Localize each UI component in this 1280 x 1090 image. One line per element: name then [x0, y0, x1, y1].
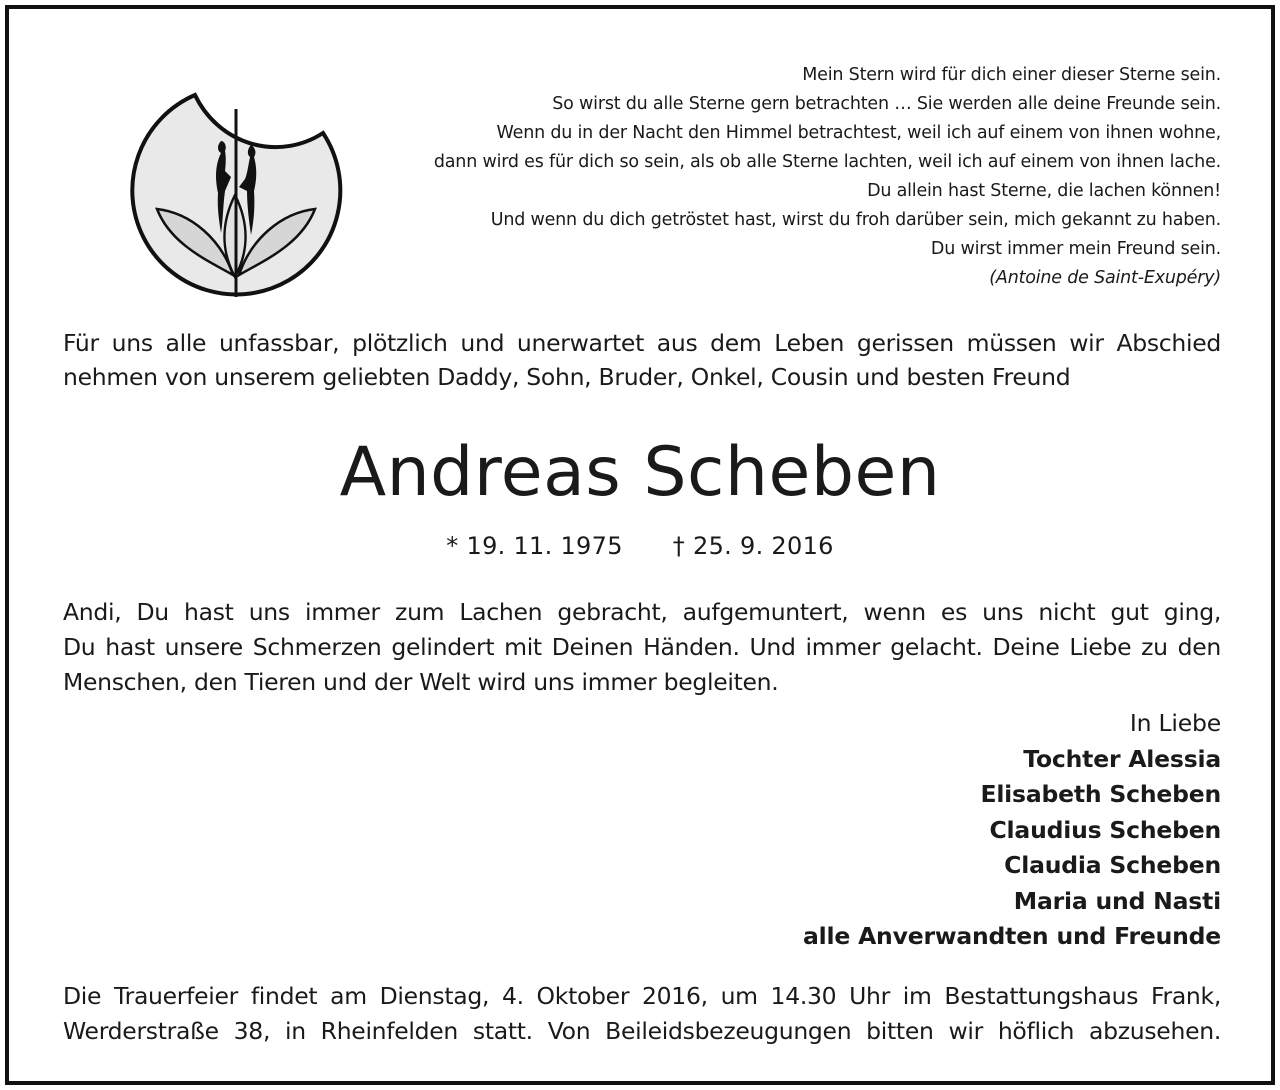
intro-line: Für uns alle unfassbar, plötzlich und unerwartet aus dem Leben gerissen müssen wir Abschied: [63, 329, 1221, 357]
signoff-greeting: In Liebe: [1129, 709, 1221, 737]
mourner-name: Claudius Scheben: [989, 815, 1221, 844]
tribute-text: [63, 595, 1221, 700]
poem-author: (Antoine de Saint-Exupéry): [989, 268, 1221, 288]
poem-quote: [321, 61, 1221, 293]
mourners-signoff: [803, 706, 1221, 955]
intro-line: nehmen von unserem geliebten Daddy, Sohn, Bruder, Onkel, Cousin und besten Freund: [63, 363, 1071, 391]
service-line: Werderstraße 38, in Rheinfelden statt. Von Beileidsbezeugungen bitten wir höflich abzusehen.: [63, 1017, 1221, 1045]
poem-line: Du allein hast Sterne, die lachen können!: [867, 181, 1221, 201]
poem-line: Du wirst immer mein Freund sein.: [930, 239, 1221, 259]
mourner-name: Claudia Scheben: [1004, 851, 1221, 879]
mourner-name: alle Anverwandten und Freunde: [802, 922, 1221, 950]
life-dates: [9, 529, 1271, 563]
birth-date: * 19. 11. 1975: [446, 532, 623, 560]
deceased-name: Andreas Scheben: [339, 433, 941, 512]
obituary-notice: [5, 5, 1275, 1085]
moon-figures-leaves-icon: [117, 75, 355, 313]
mourner-name: Elisabeth Scheben: [980, 780, 1221, 808]
poem-line: Wenn du in der Nacht den Himmel betrachtest, weil ich auf einem von ihnen wohne,: [496, 123, 1221, 143]
tribute-line: Du hast unsere Schmerzen gelindert mit Deinen Händen. Und immer gelacht. Deine Liebe zu den: [63, 633, 1221, 661]
poem-line: dann wird es für dich so sein, als ob alle Sterne lachten, weil ich auf einem von ihnen lache.: [433, 152, 1221, 172]
funeral-service-info: [63, 979, 1221, 1049]
mourner-name: Tochter Alessia: [1023, 744, 1221, 773]
poem-line: Mein Stern wird für dich einer dieser Sterne sein.: [802, 65, 1221, 85]
poem-line: Und wenn du dich getröstet hast, wirst du froh darüber sein, mich gekannt zu haben.: [490, 210, 1221, 230]
intro-text: [63, 326, 1221, 394]
poem-line: So wirst du alle Sterne gern betrachten … Sie werden alle deine Freunde sein.: [552, 94, 1221, 114]
tribute-line: Menschen, den Tieren und der Welt wird uns immer begleiten.: [63, 668, 779, 696]
tribute-line: Andi, Du hast uns immer zum Lachen gebracht, aufgemuntert, wenn es uns nicht gut ging,: [63, 598, 1221, 626]
service-line: Die Trauerfeier findet am Dienstag, 4. Oktober 2016, um 14.30 Uhr im Bestattungshaus Frank,: [63, 982, 1221, 1010]
death-date: † 25. 9. 2016: [672, 532, 834, 560]
mourner-name: Maria und Nasti: [1013, 886, 1221, 915]
